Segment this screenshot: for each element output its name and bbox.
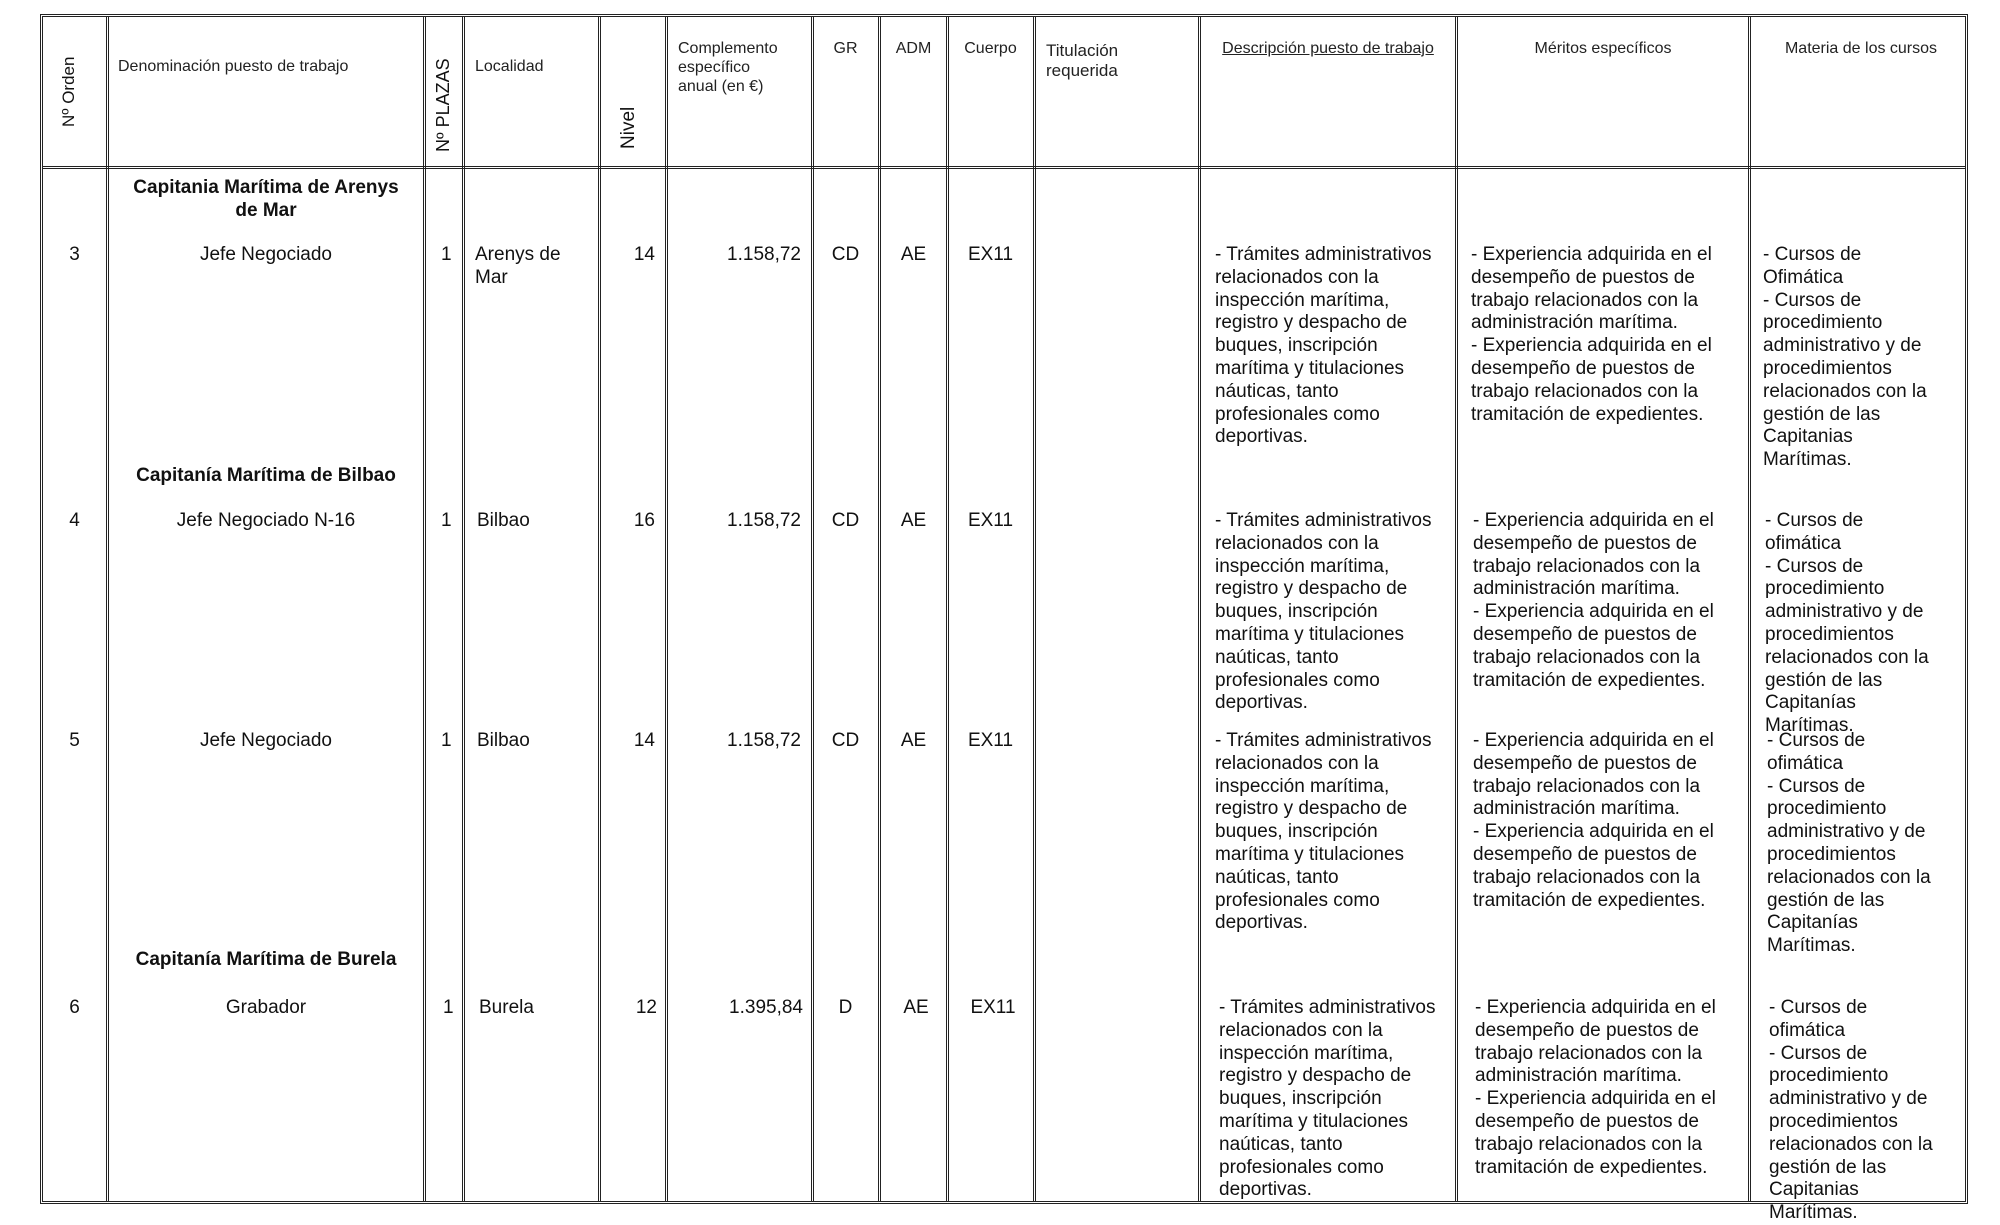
cell-plazas: 1 <box>441 510 452 531</box>
cell-adm: AE <box>900 244 927 265</box>
cell-localidad: Bilbao <box>477 730 530 751</box>
header-divider <box>43 166 1965 169</box>
section-title: Capitania Marítima de Arenys de Mar <box>133 177 399 221</box>
column-divider <box>1033 17 1036 1201</box>
cell-gr: CD <box>831 730 860 751</box>
cell-adm: AE <box>903 997 929 1018</box>
cell-orden: 4 <box>69 510 80 531</box>
cell-complemento: 1.395,84 <box>729 997 803 1018</box>
cell-meritos: - Experiencia adquirida en el desempeño de puestos de trabajo relacionados con la administración marítima. - Experiencia adquirida en el desempeño de puestos de trabajo relacionados con la tramitación de expedientes. <box>1473 730 1714 911</box>
column-divider <box>423 17 426 1201</box>
cell-cuerpo: EX11 <box>967 510 1014 531</box>
cell-orden: 6 <box>69 997 80 1018</box>
cell-descripcion: - Trámites administrativos relacionados con la inspección marítima, registro y despacho de buques, inscripción marítima y titulaciones naúticas, tanto profesionales como deportivas. <box>1215 730 1432 934</box>
cell-gr: CD <box>831 244 860 265</box>
cell-adm: AE <box>900 730 927 751</box>
header-titulacion: Titulación requerida <box>1046 41 1119 81</box>
header-orden: Nº Orden <box>59 56 78 127</box>
cell-cuerpo: EX11 <box>967 244 1014 265</box>
header-gr: GR <box>833 40 858 57</box>
cell-materia: - Cursos de ofimática - Cursos de procedimiento administrativo y de procedimientos relacionados con la gestión de las Capitanias Marítimas. <box>1769 997 1933 1224</box>
cell-materia: - Cursos de ofimática - Cursos de procedimiento administrativo y de procedimientos relacionados con la gestión de las Capitanías Marítimas. <box>1767 730 1931 957</box>
cell-descripcion: - Trámites administrativos relacionados con la inspección marítima, registro y despacho de buques, inscripción marítima y titulaciones naúticas, tanto profesionales como deportivas. <box>1215 510 1432 714</box>
column-divider <box>665 17 668 1201</box>
cell-gr: CD <box>831 510 860 531</box>
cell-nivel: 12 <box>635 997 657 1018</box>
cell-materia: - Cursos de ofimática - Cursos de procedimiento administrativo y de procedimientos relacionados con la gestión de las Capitanías Marítimas. <box>1765 510 1929 737</box>
cell-denominacion: Jefe Negociado <box>199 730 333 751</box>
cell-localidad: Bilbao <box>477 510 530 531</box>
cell-nivel: 14 <box>633 244 655 265</box>
cell-plazas: 1 <box>443 997 454 1018</box>
header-descripcion: Descripción puesto de trabajo <box>1222 40 1434 57</box>
cell-cuerpo: EX11 <box>967 730 1014 751</box>
cell-descripcion: - Trámites administrativos relacionados con la inspección marítima, registro y despacho de buques, inscripción marítima y titulaciones náuticas, tanto profesionales como deportivas. <box>1215 244 1432 448</box>
cell-localidad: Arenys de Mar <box>475 244 561 288</box>
header-localidad: Localidad <box>475 58 544 75</box>
header-complemento: Complemento específico anual (en €) <box>678 40 778 96</box>
header-meritos: Méritos específicos <box>1534 40 1672 57</box>
cell-gr: D <box>838 997 853 1018</box>
cell-complemento: 1.158,72 <box>727 730 801 751</box>
cell-meritos: - Experiencia adquirida en el desempeño de puestos de trabajo relacionados con la administración marítima. - Experiencia adquirida en el desempeño de puestos de trabajo relacionados con la tramitación de expedientes. <box>1473 510 1714 691</box>
cell-orden: 5 <box>69 730 80 751</box>
cell-denominacion: Jefe Negociado N-16 <box>176 510 356 531</box>
header-denominacion: Denominación puesto de trabajo <box>118 58 349 75</box>
header-plazas: Nº PLAZAS <box>433 58 453 152</box>
header-materia: Materia de los cursos <box>1784 40 1938 57</box>
column-divider <box>946 17 949 1201</box>
cell-denominacion: Grabador <box>225 997 307 1018</box>
header-adm: ADM <box>895 40 932 57</box>
cell-adm: AE <box>900 510 927 531</box>
section-title: Capitanía Marítima de Burela <box>135 949 397 970</box>
cell-localidad: Burela <box>479 997 534 1018</box>
cell-materia: - Cursos de Ofimática - Cursos de procedimiento administrativo y de procedimientos relacionados con la gestión de las Capitanias Marítimas. <box>1763 244 1927 471</box>
cell-complemento: 1.158,72 <box>727 244 801 265</box>
job-positions-table <box>40 14 1968 1224</box>
column-divider <box>878 17 881 1201</box>
section-title: Capitanía Marítima de Bilbao <box>136 465 396 486</box>
cell-cuerpo: EX11 <box>970 997 1016 1018</box>
header-nivel: Nivel <box>618 106 639 149</box>
cell-plazas: 1 <box>441 244 452 265</box>
cell-plazas: 1 <box>441 730 452 751</box>
cell-complemento: 1.158,72 <box>727 510 801 531</box>
cell-meritos: - Experiencia adquirida en el desempeño de puestos de trabajo relacionados con la administración marítima. - Experiencia adquirida en el desempeño de puestos de trabajo relacionados con la tramitación de expedientes. <box>1475 997 1716 1178</box>
column-divider <box>462 17 465 1201</box>
column-divider <box>1198 17 1201 1201</box>
cell-nivel: 16 <box>633 510 655 531</box>
cell-nivel: 14 <box>633 730 655 751</box>
cell-denominacion: Jefe Negociado <box>199 244 333 265</box>
cell-meritos: - Experiencia adquirida en el desempeño de puestos de trabajo relacionados con la administración marítima. - Experiencia adquirida en el desempeño de puestos de trabajo relacionados con la tramitación de expedientes. <box>1471 244 1712 425</box>
column-divider <box>811 17 814 1201</box>
column-divider <box>598 17 601 1201</box>
cell-descripcion: - Trámites administrativos relacionados con la inspección marítima, registro y despacho de buques, inscripción marítima y titulaciones naúticas, tanto profesionales como deportivas. <box>1219 997 1436 1201</box>
header-cuerpo: Cuerpo <box>964 40 1017 57</box>
cell-orden: 3 <box>69 244 80 265</box>
